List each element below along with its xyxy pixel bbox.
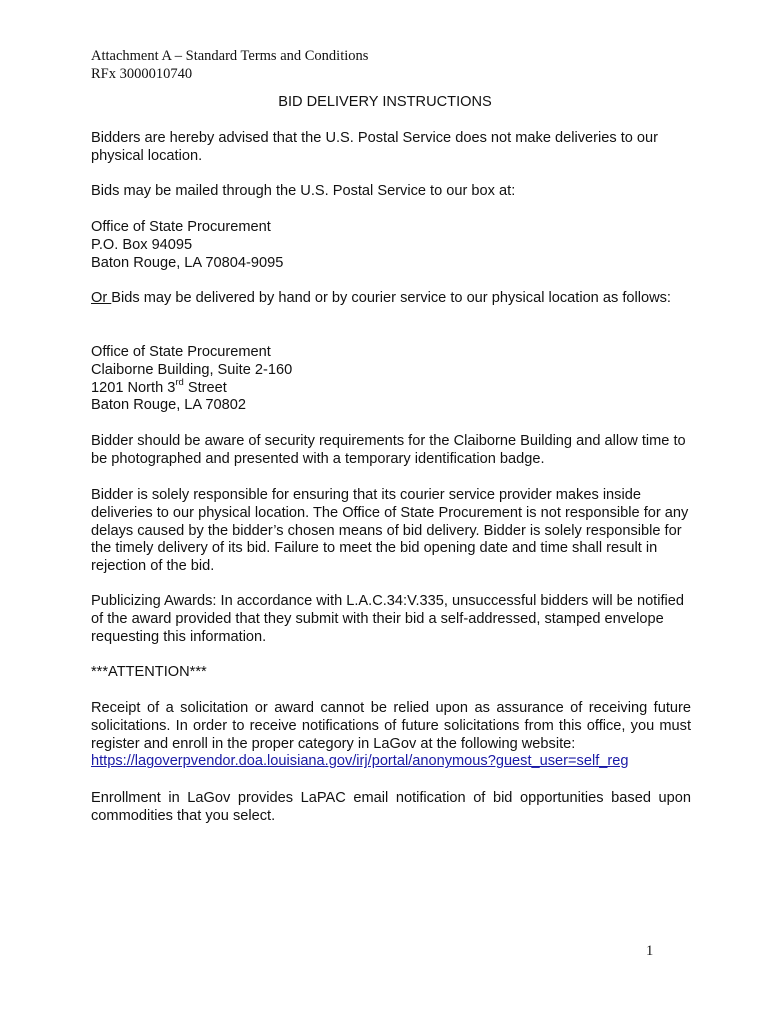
header-attachment-title: Attachment A – Standard Terms and Conditions bbox=[91, 48, 369, 64]
physical-address-block bbox=[91, 344, 691, 415]
mail-address-line: P.O. Box 94095 bbox=[91, 236, 193, 253]
physical-address-line: Office of State Procurement bbox=[91, 344, 271, 360]
physical-address-street bbox=[91, 376, 691, 398]
physical-address-line: Baton Rouge, LA 70802 bbox=[91, 397, 246, 414]
mail-address-block bbox=[91, 219, 691, 272]
mail-intro-paragraph: Bids may be mailed through the U.S. Postal Service to our box at: bbox=[91, 183, 516, 199]
page-title: BID DELIVERY INSTRUCTIONS bbox=[278, 94, 492, 110]
receipt-paragraph bbox=[91, 700, 691, 771]
street-name: Street bbox=[183, 379, 227, 396]
page-number: 1 bbox=[646, 943, 654, 959]
mail-address-line: Office of State Procurement bbox=[91, 219, 271, 235]
lagov-registration-link[interactable]: https://lagoverpvendor.doa.louisiana.gov/irj/portal/anonymous?guest_user=self_reg bbox=[91, 753, 629, 770]
physical-address-line: Claiborne Building, Suite 2-160 bbox=[91, 361, 293, 378]
mail-address-line: Baton Rouge, LA 70804-9095 bbox=[91, 254, 284, 271]
ordinal-suffix: rd bbox=[175, 376, 184, 388]
hand-delivery-text: Bids may be delivered by hand or by courier service to our physical location as follows: bbox=[111, 290, 671, 306]
or-prefix: Or bbox=[91, 290, 112, 306]
street-number: 1201 North 3 bbox=[91, 379, 176, 396]
responsibility-paragraph: Bidder is solely responsible for ensuring that its courier service provider makes inside deliveries to our physical location. The Office of State Procurement is not responsible for any delays caused by the bidder’s chosen means of bid delivery. Bidder is solely responsible for the timely delivery of its bid. Failure to meet the bid opening date and time shall result in rejection of the bid. bbox=[91, 487, 689, 575]
enrollment-paragraph: Enrollment in LaGov provides LaPAC email notification of bid opportunities based upon commodities that you select. bbox=[91, 790, 691, 824]
header-rfx-number: RFx 3000010740 bbox=[91, 66, 193, 82]
receipt-text: Receipt of a solicitation or award cannot be relied upon as assurance of receiving future solicitations. In order to receive notifications of future solicitations from this office, you must register and enroll in the proper category in LaGov at the following website: bbox=[91, 700, 691, 752]
publicizing-awards-paragraph: Publicizing Awards: In accordance with L.A.C.34:V.335, unsuccessful bidders will be notified of the award provided that they submit with their bid a self-addressed, stamped envelope requesting this information. bbox=[91, 593, 685, 645]
usps-notice-paragraph: Bidders are hereby advised that the U.S. Postal Service does not make deliveries to our physical location. bbox=[91, 130, 659, 164]
security-paragraph: Bidder should be aware of security requirements for the Claiborne Building and allow time to be photographed and presented with a temporary identification badge. bbox=[91, 433, 686, 467]
attention-heading: ***ATTENTION*** bbox=[91, 664, 207, 680]
hand-delivery-paragraph bbox=[91, 290, 691, 308]
